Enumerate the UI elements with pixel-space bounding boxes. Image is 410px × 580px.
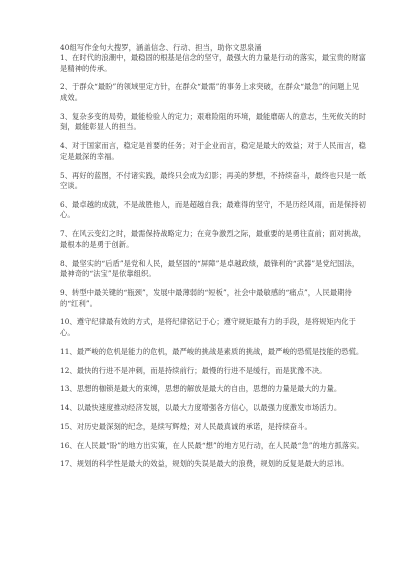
quote-item-7: 7、在风云变幻之时，最需保持战略定力；在竞争激烈之际，最重要的是勇往直前；面对挑战，最根本的是勇于创新。 bbox=[60, 229, 366, 249]
quote-item-12: 12、最快的行进不是冲刺，而是持续前行；最慢的行进不是缓行，而是犹豫不决。 bbox=[60, 365, 327, 375]
quote-item-11: 11、最严峻的危机是能力的危机，最严峻的挑战是素质的挑战，最严峻的恐慌是技能的恐慌。 bbox=[60, 346, 364, 356]
quote-item-16: 16、在人民最“盼”的地方出实策，在人民最“想”的地方见行动，在人民最“急”的地方抓落实。 bbox=[60, 440, 364, 450]
quote-item-17: 17、规划的科学性是最大的效益，规划的失误是最大的浪费，规划的反复是最大的忌讳。 bbox=[60, 459, 349, 469]
quote-item-1: 1、在时代的浪潮中，最稳固的根基是信念的坚守，最强大的力量是行动的落实，最宝贵的财富是精神的传承。 bbox=[60, 53, 366, 73]
quote-item-14: 14、以最快速度推动经济发展，以最大力度增强各方信心，以最强力度激发市场活力。 bbox=[60, 403, 342, 413]
quote-item-5: 5、再好的蓝图，不付诸实践，最终只会成为幻影；再美的梦想，不持续奋斗，最终也只是一纸空谈。 bbox=[60, 170, 366, 191]
quote-item-15: 15、对历史最深刻的纪念，是续写辉煌；对人民最真诚的承诺，是持续奋斗。 bbox=[60, 421, 312, 431]
quote-item-13: 13、思想的枷锁是最大的束缚，思想的解放是最大的自由，思想的力量是最大的力量。 bbox=[60, 384, 342, 394]
quote-item-9: 9、转型中最关键的“瓶颈”，发展中最薄弱的“短板”，社会中最敏感的“痛点”，人民最期待的“红利”。 bbox=[60, 288, 352, 308]
quote-item-10: 10、遵守纪律最有效的方式，是将纪律铭记于心；遵守规矩最有力的手段，是将规矩内化于心。 bbox=[60, 317, 356, 337]
quote-item-4: 4、对于国家而言，稳定是首要的任务；对于企业而言，稳定是最大的效益；对于人民而言，稳定是最深的幸福。 bbox=[60, 141, 366, 161]
quote-item-3: 3、复杂多变的局势，最能检验人的定力；艰难险阻的环境，最能磨砺人的意志，生死攸关的时刻，最能彰显人的担当。 bbox=[60, 111, 366, 132]
quote-item-8: 8、最坚实的“后盾”是党和人民，最坚固的“屏障”是卓越政绩，最锋利的“武器”是党纪国法，最神奇的“法宝”是依靠组织。 bbox=[60, 258, 360, 279]
document-title: 40组写作金句大搜罗，涵盖信念、行动、担当，助你文思泉涌 bbox=[60, 43, 262, 52]
quote-item-2: 2、于群众“最盼”的领域里定方针，在群众“最需”的事务上求突破，在群众“最急”的问题上见成效。 bbox=[60, 82, 360, 102]
quote-list bbox=[60, 53, 366, 470]
quote-item-6: 6、最卓越的成就，不是战胜他人，而是超越自我；最难得的坚守，不是历经风雨，而是保持初心。 bbox=[60, 199, 366, 220]
